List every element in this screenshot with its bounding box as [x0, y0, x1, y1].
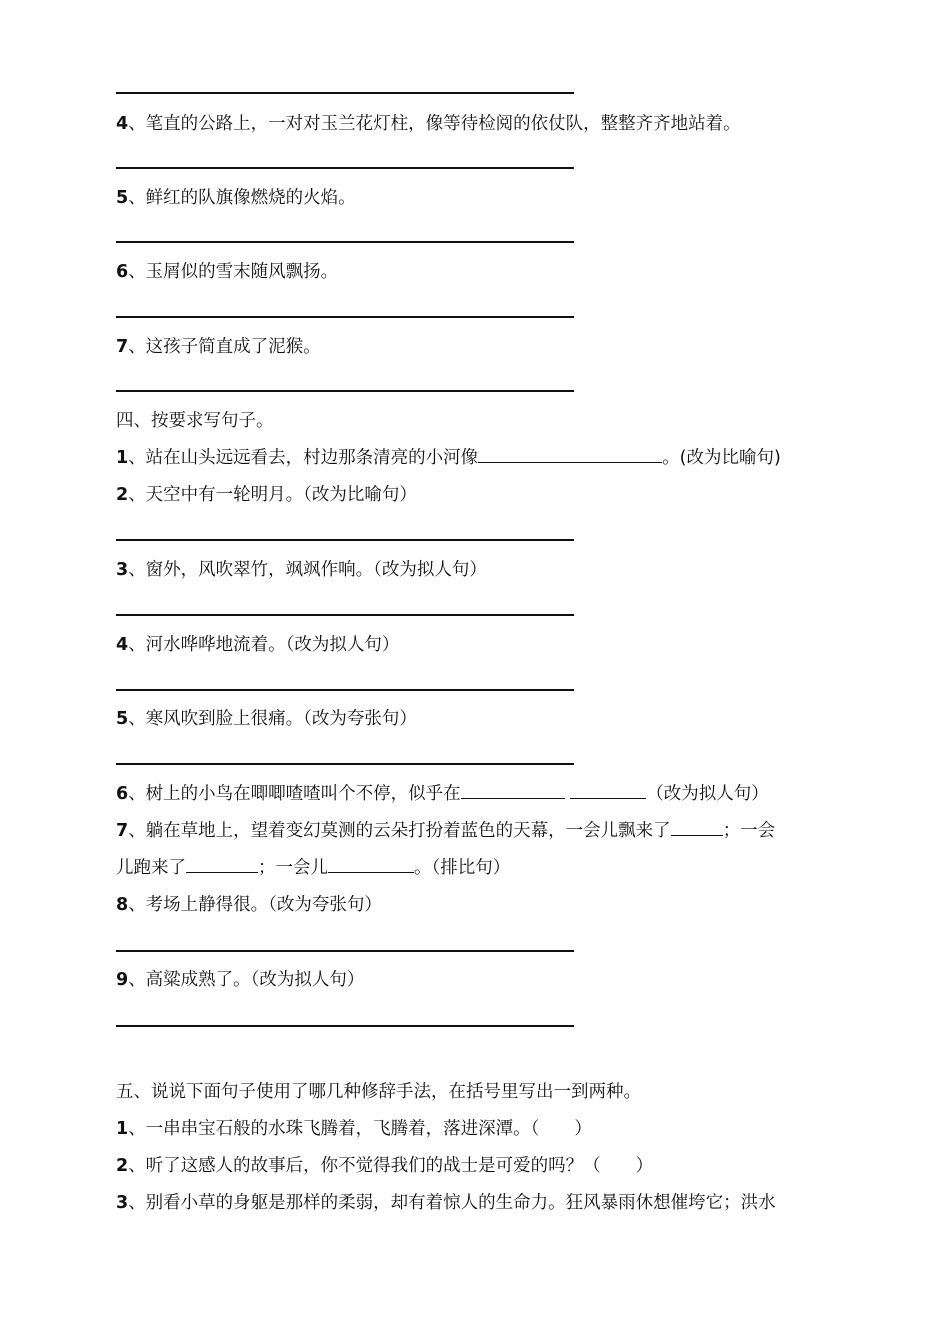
- answer-line[interactable]: [116, 241, 574, 243]
- answer-line[interactable]: [116, 1025, 574, 1027]
- answer-line[interactable]: [116, 763, 574, 765]
- answer-line[interactable]: [116, 316, 574, 318]
- sec3-question-7: 7、这孩子简直成了泥猴。: [116, 337, 321, 357]
- answer-line[interactable]: [116, 614, 574, 616]
- fill-blank[interactable]: [461, 782, 565, 799]
- fill-blank[interactable]: [328, 856, 414, 873]
- sec3-question-5: 5、鲜红的队旗像燃烧的火焰。: [116, 188, 356, 208]
- section-4-heading: 四、按要求写句子。: [116, 411, 274, 431]
- sec4-question-5: 5、寒风吹到脸上很痛。（改为夸张句）: [116, 709, 417, 729]
- sec4-question-9: 9、高粱成熟了。（改为拟人句）: [116, 970, 365, 990]
- answer-line[interactable]: [116, 689, 574, 691]
- fill-blank[interactable]: [570, 782, 646, 799]
- sec4-question-8: 8、考场上静得很。（改为夸张句）: [116, 895, 382, 915]
- sec4-question-4: 4、河水哗哗地流着。（改为拟人句）: [116, 635, 400, 655]
- sec4-question-7: 7、躺在草地上，望着变幻莫测的云朵打扮着蓝色的天幕，一会儿飘来了 ；一会: [116, 821, 776, 841]
- sec4-question-7-continued: 儿跑来了 ；一会儿 。（排比句）: [116, 858, 511, 878]
- fill-blank[interactable]: [478, 446, 662, 463]
- sec5-question-1: 1、一串串宝石般的水珠飞腾着，飞腾着，落进深潭。（ ）: [116, 1119, 592, 1139]
- sec3-question-4: 4、笔直的公路上，一对对玉兰花灯柱，像等待检阅的依仗队，整整齐齐地站着。: [116, 114, 741, 134]
- sec4-question-6: 6、树上的小鸟在唧唧喳喳叫个不停，似乎在 （改为拟人句）: [116, 784, 769, 804]
- answer-line[interactable]: [116, 167, 574, 169]
- answer-line[interactable]: [116, 92, 574, 94]
- answer-line[interactable]: [116, 950, 574, 952]
- answer-line[interactable]: [116, 390, 574, 392]
- fill-blank[interactable]: [671, 819, 723, 836]
- sec4-question-3: 3、窗外，风吹翠竹，飒飒作响。（改为拟人句）: [116, 560, 487, 580]
- section-5-heading: 五、说说下面句子使用了哪几种修辞手法，在括号里写出一到两种。: [116, 1082, 641, 1102]
- sec4-question-1: 1、站在山头远远看去，村边那条清亮的小河像 。(改为比喻句): [116, 448, 781, 468]
- fill-blank[interactable]: [186, 856, 258, 873]
- answer-line[interactable]: [116, 539, 574, 541]
- sec5-question-3: 3、别看小草的身躯是那样的柔弱，却有着惊人的生命力。狂风暴雨休想催垮它；洪水: [116, 1193, 776, 1213]
- sec5-question-2: 2、听了这感人的故事后，你不觉得我们的战士是可爱的吗？（ ）: [116, 1156, 654, 1176]
- sec3-question-6: 6、玉屑似的雪末随风飘扬。: [116, 262, 339, 282]
- sec4-question-2: 2、天空中有一轮明月。（改为比喻句）: [116, 485, 417, 505]
